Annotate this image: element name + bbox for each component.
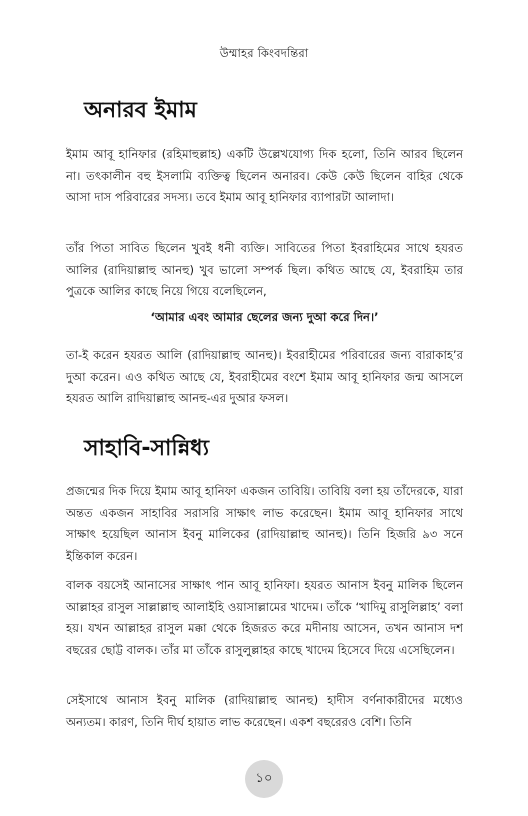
body-paragraph: প্রজন্মের দিক দিয়ে ইমাম আবূ হানিফা একজন তাবিয়ি। তাবিয়ি বলা হয় তাঁদেরকে, যারা অন্তত একজন সাহাবির সরাসরি সাক্ষাৎ লাভ করেছেন। ইমাম আবূ হানিফার সাথে সাক্ষাৎ হয়েছিল আনাস ইবনু মালিকের (রাদিয়াল্লাহু আনহু)। তিনি হিজরি ৯৩ সনে ইন্তিকাল করেন। — [66, 484, 463, 563]
body-paragraph: তা-ই করেন হযরত আলি (রাদিয়াল্লাহু আনহু)। ইবরাহীমের পরিবারের জন্য বারাকাহ’র দুআ করেন। এও কথিত আছে যে, ইবরাহীমের বংশে ইমাম আবূ হানিফার জন্ম আসলে হযরত আলি রাদিয়াল্লাহু আনহু-এর দুআর ফসল। — [66, 348, 463, 405]
body-paragraph: ইমাম আবূ হানিফার (রহিমাহুল্লাহ) একটি উল্লেখযোগ্য দিক হলো, তিনি আরব ছিলেন না। তৎকালীন বহু ইসলামি ব্যক্তিত্ব ছিলেন অনারব। কেউ কেউ ছিলেন বাহির থেকে আসা দাস পরিবারের সদস্য। তবে ইমাম আবূ হানিফার ব্যাপারটা আলাদা। — [66, 147, 463, 204]
section-heading: অনারব ইমাম — [84, 98, 197, 123]
body-paragraph: সেইসাথে আনাস ইবনু মালিক (রাদিয়াল্লাহু আনহু) হাদীস বর্ণনাকারীদের মধ্যেও অন্যতম। কারণ, তিনি দীর্ঘ হায়াত লাভ করেছেন। একশ বছরেরও বেশি। তিনি — [66, 693, 463, 729]
page-number-badge — [245, 760, 283, 798]
body-paragraph: তাঁর পিতা সাবিত ছিলেন খুবই ধনী ব্যক্তি। সাবিতের পিতা ইবরাহিমের সাথে হযরত আলির (রাদিয়াল্লাহু আনহু) খুব ভালো সম্পর্ক ছিল। কথিত আছে যে, ইবরাহিম তার পুত্রকে আলির কাছে নিয়ে গিয়ে বলেছিলেন, — [66, 241, 463, 298]
block-quote: ‘আমার এবং আমার ছেলের জন্য দুআ করে দিন।’ — [150, 310, 379, 324]
running-header: উম্মাহর কিংবদন্তিরা — [219, 46, 309, 60]
page-number: ১০ — [255, 770, 273, 786]
section-heading: সাহাবি-সান্নিধ্য — [84, 436, 209, 461]
body-paragraph: বালক বয়সেই আনাসের সাক্ষাৎ পান আবূ হানিফা। হযরত আনাস ইবনু মালিক ছিলেন আল্লাহর রাসুল সাল্লাল্লাহু আলাইহি ওয়াসাল্লামের খাদেম। তাঁকে ‘খাদিমু রাসুলিল্লাহ’ বলা হয়। যখন আল্লাহর রাসুল মক্কা থেকে হিজরত করে মদীনায় আসেন, তখন আনাস দশ বছরের ছোট্ট বালক। তাঁর মা তাঁকে রাসুলুল্লাহর কাছে খাদেম হিসেবে দিয়ে এসেছিলেন। — [66, 578, 463, 657]
